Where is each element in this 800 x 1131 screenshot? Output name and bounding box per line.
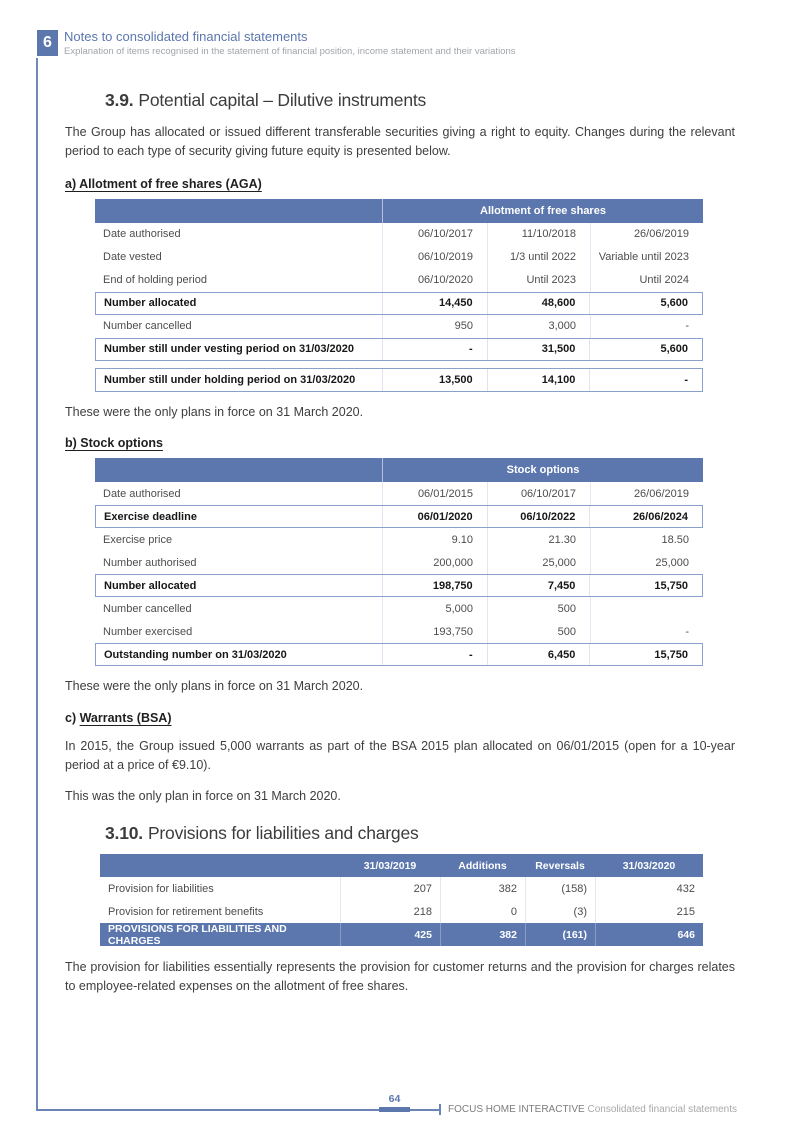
subheading-c-prefix: c) bbox=[65, 710, 80, 725]
row-label: Date authorised bbox=[103, 228, 181, 241]
section-number: 3.9. bbox=[105, 90, 134, 110]
row-label: PROVISIONS FOR LIABILITIES AND CHARGES bbox=[108, 922, 287, 947]
row-label: Number still under holding period on 31/03/2020 bbox=[104, 373, 356, 386]
cell: - bbox=[382, 339, 487, 360]
cell: 14,450 bbox=[382, 293, 487, 314]
table-row-highlight bbox=[95, 574, 703, 597]
cell: 06/01/2020 bbox=[382, 506, 487, 527]
row-label: Number cancelled bbox=[103, 320, 192, 333]
row-label: Number authorised bbox=[103, 556, 197, 569]
footer-rule-accent bbox=[379, 1107, 410, 1112]
cell: 18.50 bbox=[590, 528, 703, 551]
cell: 5,600 bbox=[589, 293, 702, 314]
warrants-paragraph: In 2015, the Group issued 5,000 warrants as part of the BSA 2015 plan allocated on 06/01/2015 (open for a 10-year period at a price of €9.10). bbox=[65, 738, 735, 773]
subheading-c-title: Warrants (BSA) bbox=[79, 710, 172, 725]
row-label: End of holding period bbox=[103, 274, 207, 287]
cell: 26/06/2019 bbox=[590, 482, 703, 505]
provisions-table bbox=[100, 854, 703, 946]
page-number: 64 bbox=[388, 1093, 401, 1105]
cell: 425 bbox=[340, 923, 440, 946]
cell: 25,000 bbox=[590, 551, 703, 574]
cell: 382 bbox=[440, 877, 525, 900]
stock-note: These were the only plans in force on 31 March 2020. bbox=[65, 679, 364, 694]
table-row bbox=[100, 900, 703, 923]
subheading-a-aga: a) Allotment of free shares (AGA) bbox=[65, 176, 262, 191]
table-row bbox=[95, 528, 703, 551]
footer-text bbox=[448, 1104, 737, 1116]
cell: 198,750 bbox=[382, 575, 487, 596]
table-row bbox=[95, 597, 703, 620]
page-content bbox=[65, 90, 735, 997]
cell: 218 bbox=[340, 900, 440, 923]
cell: 9.10 bbox=[382, 528, 487, 551]
stock-options-table bbox=[95, 458, 703, 666]
cell: 26/06/2024 bbox=[589, 506, 702, 527]
cell: 31,500 bbox=[487, 339, 590, 360]
row-label: Exercise deadline bbox=[104, 510, 197, 523]
header-spacer bbox=[95, 458, 382, 482]
cell: 0 bbox=[440, 900, 525, 923]
warrants-note: This was the only plan in force on 31 March 2020. bbox=[65, 788, 341, 803]
cell: (3) bbox=[525, 900, 595, 923]
section-title: Provisions for liabilities and charges bbox=[147, 823, 419, 843]
row-label: Date authorised bbox=[103, 487, 181, 500]
aga-table bbox=[95, 199, 703, 392]
column-header: Additions bbox=[458, 859, 507, 872]
table-row bbox=[95, 482, 703, 505]
cell: 06/10/2019 bbox=[382, 246, 487, 269]
section-number: 3.10. bbox=[105, 823, 143, 843]
table-row bbox=[95, 551, 703, 574]
table-row-highlight bbox=[95, 338, 703, 361]
aga-table-header-row bbox=[95, 199, 703, 223]
cell: (158) bbox=[525, 877, 595, 900]
chapter-number-badge: 6 bbox=[37, 30, 58, 56]
cell: 3,000 bbox=[487, 315, 590, 338]
footer-brand: FOCUS HOME INTERACTIVE bbox=[448, 1104, 585, 1115]
row-label: Date vested bbox=[103, 251, 162, 264]
footer-rule-endcap bbox=[439, 1104, 441, 1115]
cell: - bbox=[590, 315, 703, 338]
cell: Until 2024 bbox=[590, 269, 703, 292]
row-label: Number still under vesting period on 31/03/2020 bbox=[104, 343, 355, 356]
table-row-highlight bbox=[95, 292, 703, 315]
row-label: Number cancelled bbox=[103, 602, 192, 615]
table-row bbox=[95, 223, 703, 246]
cell: 14,100 bbox=[487, 369, 590, 391]
cell: 15,750 bbox=[589, 644, 702, 665]
cell: 200,000 bbox=[382, 551, 487, 574]
table-total-row bbox=[100, 923, 703, 946]
subheading-b-stock-options: b) Stock options bbox=[65, 436, 163, 451]
row-label: Outstanding number on 31/03/2020 bbox=[104, 648, 287, 661]
footer-doc-title: Consolidated financial statements bbox=[587, 1104, 737, 1115]
cell: 06/10/2017 bbox=[487, 482, 590, 505]
row-label: Number allocated bbox=[104, 579, 197, 592]
cell: - bbox=[590, 620, 703, 643]
row-label: Number allocated bbox=[104, 297, 197, 310]
cell: Variable until 2023 bbox=[590, 246, 703, 269]
cell: 6,450 bbox=[487, 644, 590, 665]
table-row-highlight bbox=[95, 643, 703, 666]
cell: 432 bbox=[595, 877, 703, 900]
table-row bbox=[100, 877, 703, 900]
cell: 646 bbox=[595, 923, 703, 946]
cell: 7,450 bbox=[487, 575, 590, 596]
section-3-10-heading bbox=[105, 823, 735, 844]
cell: 5,000 bbox=[382, 597, 487, 620]
intro-paragraph: The Group has allocated or issued different transferable securities giving a right to equity. Changes during the relevant period to each type of security giving future equity is presented below. bbox=[65, 125, 735, 159]
cell: 26/06/2019 bbox=[590, 223, 703, 246]
stock-table-header-row bbox=[95, 458, 703, 482]
table-row-highlight bbox=[95, 505, 703, 528]
cell: Until 2023 bbox=[487, 269, 590, 292]
cell: (161) bbox=[525, 923, 595, 946]
cell: 13,500 bbox=[382, 369, 487, 391]
section-title: Potential capital – Dilutive instruments bbox=[138, 90, 427, 110]
row-label: Number exercised bbox=[103, 625, 193, 638]
cell: 215 bbox=[595, 900, 703, 923]
chapter-title: Notes to consolidated financial statements bbox=[64, 29, 308, 44]
cell: 382 bbox=[440, 923, 525, 946]
cell: - bbox=[589, 369, 702, 391]
left-margin-rule bbox=[36, 58, 38, 1110]
cell: 500 bbox=[487, 620, 590, 643]
table-row bbox=[95, 315, 703, 338]
cell: 207 bbox=[340, 877, 440, 900]
cell: 06/10/2017 bbox=[382, 223, 487, 246]
aga-note: These were the only plans in force on 31 March 2020. bbox=[65, 404, 364, 419]
table-row bbox=[95, 246, 703, 269]
cell: 950 bbox=[382, 315, 487, 338]
column-header: Reversals bbox=[535, 859, 585, 872]
provisions-paragraph: The provision for liabilities essentially represents the provision for customer returns and the provision for charges relates to employee-related expenses on the allotment of free shares. bbox=[65, 960, 735, 994]
cell: 193,750 bbox=[382, 620, 487, 643]
provisions-header-row bbox=[100, 854, 703, 877]
cell: 11/10/2018 bbox=[487, 223, 590, 246]
cell: 06/10/2020 bbox=[382, 269, 487, 292]
column-header: 31/03/2019 bbox=[363, 859, 417, 872]
table-row-highlight bbox=[95, 368, 703, 392]
chapter-header bbox=[64, 30, 516, 57]
cell: 1/3 until 2022 bbox=[487, 246, 590, 269]
row-label: Provision for liabilities bbox=[108, 882, 214, 895]
stock-table-title: Stock options bbox=[382, 458, 703, 482]
row-label: Provision for retirement benefits bbox=[108, 905, 264, 918]
column-header bbox=[100, 854, 340, 877]
chapter-subtitle: Explanation of items recognised in the statement of financial position, income statement and their variations bbox=[64, 46, 516, 57]
cell: - bbox=[382, 644, 487, 665]
cell: 06/10/2022 bbox=[487, 506, 590, 527]
row-label: Exercise price bbox=[103, 533, 173, 546]
cell: 15,750 bbox=[589, 575, 702, 596]
header-spacer bbox=[95, 199, 382, 223]
cell bbox=[590, 597, 703, 620]
cell: 48,600 bbox=[487, 293, 590, 314]
table-row bbox=[95, 620, 703, 643]
cell: 25,000 bbox=[487, 551, 590, 574]
cell: 5,600 bbox=[589, 339, 702, 360]
aga-table-title: Allotment of free shares bbox=[382, 199, 703, 223]
section-3-9-heading bbox=[105, 90, 735, 111]
column-header: 31/03/2020 bbox=[622, 859, 676, 872]
table-row bbox=[95, 269, 703, 292]
cell: 06/01/2015 bbox=[382, 482, 487, 505]
cell: 21.30 bbox=[487, 528, 590, 551]
cell: 500 bbox=[487, 597, 590, 620]
subheading-c-warrants bbox=[65, 711, 735, 725]
